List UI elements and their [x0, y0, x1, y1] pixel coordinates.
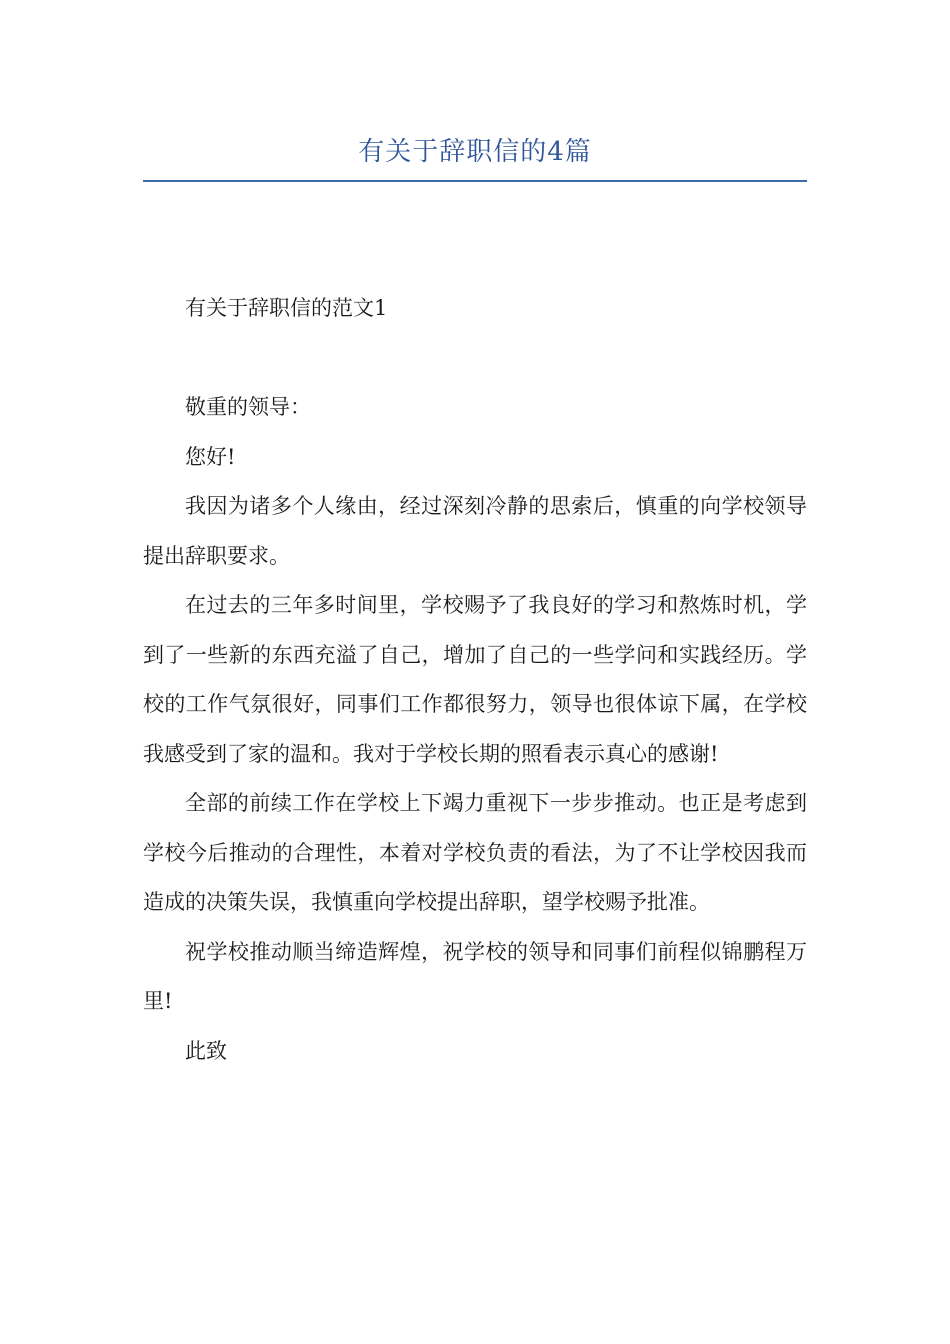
body-paragraph-2: 在过去的三年多时间里，学校赐予了我良好的学习和熬炼时机，学到了一些新的东西充溢了自己，增加了自己的一些学问和实践经历。学校的工作气氛很好，同事们工作都很努力，领导也很体谅下属，在学校我感受到了家的温和。我对于学校长期的照看表示真心的感谢!: [143, 593, 807, 766]
greeting: 您好!: [185, 444, 236, 469]
body-paragraph-3: 全部的前续工作在学校上下竭力重视下一步步推动。也正是考虑到学校今后推动的合理性，本着对学校负责的看法，为了不让学校因我而造成的决策失误，我慎重向学校提出辞职，望学校赐予批准。: [143, 791, 807, 914]
body-paragraph-1: 我因为诸多个人缘由，经过深刻冷静的思索后，慎重的向学校领导提出辞职要求。: [143, 494, 807, 568]
document-title: 有关于辞职信的4篇: [358, 137, 592, 167]
body-paragraph-4: 祝学校推动顺当缔造辉煌，祝学校的领导和同事们前程似锦鹏程万里!: [143, 939, 807, 1013]
closing: 此致: [185, 1038, 227, 1063]
document-body: [143, 284, 807, 1076]
section-heading: 有关于辞职信的范文1: [185, 296, 388, 320]
salutation: 敬重的领导：: [185, 395, 311, 419]
title-underline: [143, 180, 807, 182]
